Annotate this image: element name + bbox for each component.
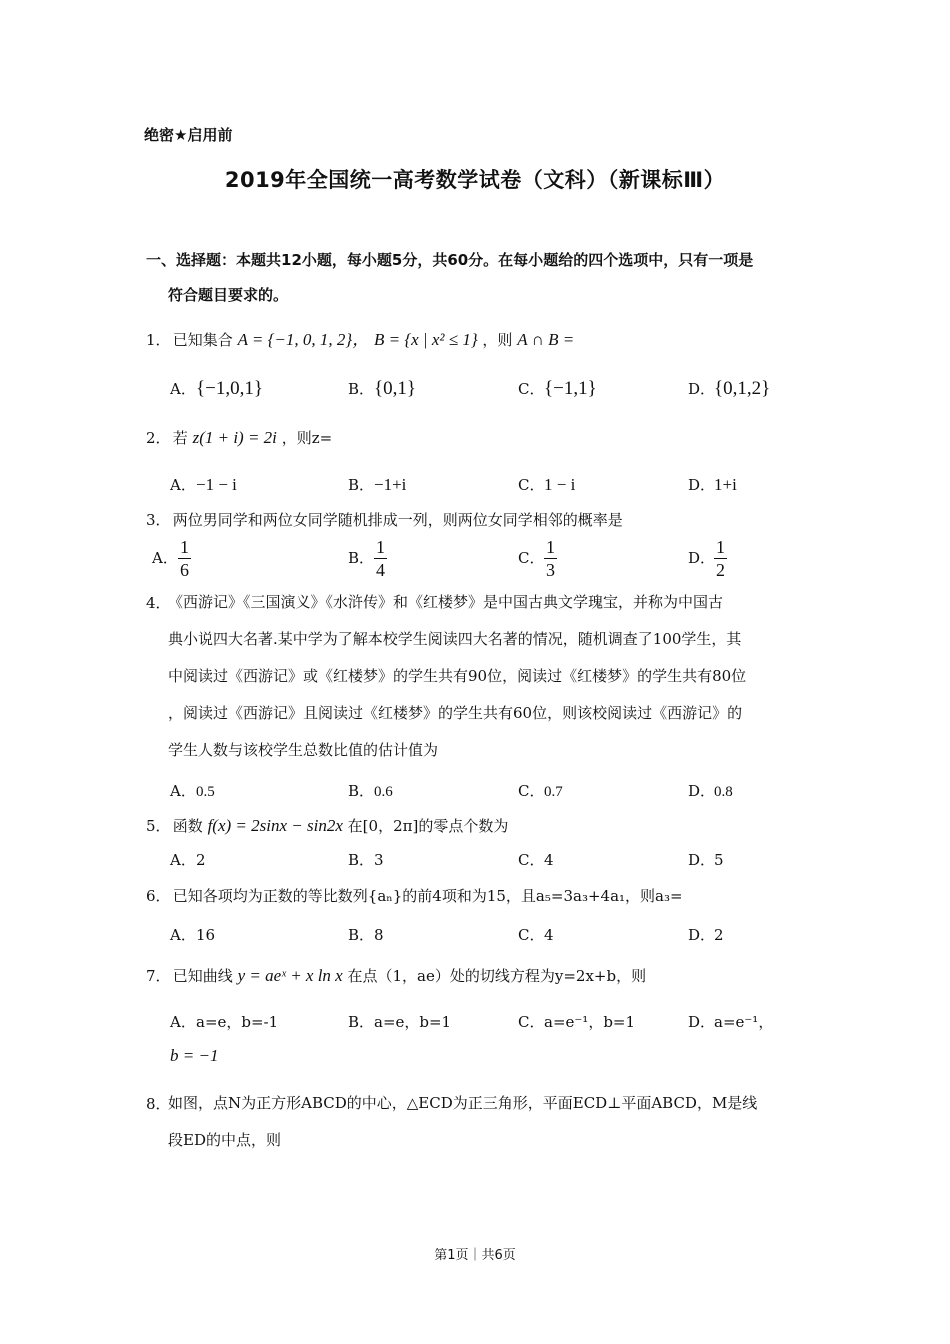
question-number: 8． bbox=[146, 1095, 171, 1113]
denominator: 3 bbox=[546, 560, 555, 580]
option-label: A． bbox=[170, 926, 196, 944]
q5-option-a bbox=[170, 849, 206, 870]
question-8-text bbox=[168, 1085, 818, 1159]
question-number: 4． bbox=[146, 594, 171, 612]
q6-option-c bbox=[518, 924, 554, 945]
question-2 bbox=[146, 428, 332, 448]
question-1 bbox=[146, 330, 574, 350]
question-expr: z(1 + i) = 2i bbox=[192, 428, 277, 447]
q7-option-d-continued bbox=[170, 1046, 218, 1066]
question-tail: 在点（1，ae）处的切线方程为y=2x+b，则 bbox=[347, 967, 647, 985]
option-value: 4 bbox=[544, 926, 554, 944]
option-value: {0,1,2} bbox=[714, 378, 771, 399]
q6-option-d bbox=[688, 924, 724, 945]
option-label: A． bbox=[170, 782, 196, 800]
option-value: 0.7 bbox=[544, 784, 563, 800]
option-label: C． bbox=[518, 782, 545, 800]
q5-option-c bbox=[518, 849, 554, 870]
q2-option-a bbox=[170, 474, 237, 495]
fraction bbox=[178, 536, 191, 581]
option-label: C． bbox=[518, 851, 545, 869]
question-7 bbox=[146, 966, 646, 986]
option-label: D． bbox=[688, 926, 716, 944]
q6-option-a bbox=[170, 924, 215, 945]
option-value: b = −1 bbox=[170, 1046, 219, 1065]
option-value: 3 bbox=[374, 851, 384, 869]
q2-option-d bbox=[688, 474, 737, 495]
option-value: 0.5 bbox=[196, 784, 215, 800]
option-value: 0.6 bbox=[374, 784, 393, 800]
question-4-text bbox=[168, 584, 818, 769]
option-value: {−1,0,1} bbox=[196, 378, 263, 399]
option-label: C． bbox=[518, 1013, 545, 1031]
option-label: D． bbox=[688, 548, 716, 567]
question-expr: f(x) = 2sinx − sin2x bbox=[207, 816, 343, 835]
q7-option-a bbox=[170, 1011, 278, 1032]
option-value: 0.8 bbox=[714, 784, 733, 800]
fraction bbox=[374, 536, 387, 581]
question-6 bbox=[146, 886, 683, 906]
q4-line-5: 学生人数与该校学生总数比值的估计值为 bbox=[168, 741, 439, 759]
question-text: 两位男同学和两位女同学随机排成一列，则两位女同学相邻的概率是 bbox=[172, 511, 623, 529]
fraction bbox=[544, 536, 557, 581]
option-label: B． bbox=[348, 380, 375, 398]
fraction bbox=[714, 536, 727, 581]
option-label: A． bbox=[170, 380, 196, 398]
question-8-number bbox=[146, 1094, 171, 1114]
option-value: −1 − i bbox=[196, 475, 237, 494]
q3-option-d bbox=[688, 536, 727, 581]
q4-option-a bbox=[170, 780, 215, 801]
q2-option-c bbox=[518, 474, 575, 495]
question-tail: ，则 bbox=[482, 331, 513, 349]
q4-option-b bbox=[348, 780, 393, 801]
q3-option-a bbox=[152, 536, 191, 581]
option-label: C． bbox=[518, 476, 545, 494]
option-label: B． bbox=[348, 476, 375, 494]
option-label: B． bbox=[348, 782, 375, 800]
numerator: 1 bbox=[180, 537, 189, 557]
option-value: {−1,1} bbox=[544, 378, 597, 399]
question-text: 已知各项均为正数的等比数列{aₙ}的前4项和为15，且a₅=3a₃+4a₁，则a₃= bbox=[172, 887, 683, 905]
option-label: A． bbox=[170, 476, 196, 494]
question-text: 已知集合 bbox=[172, 331, 233, 349]
numerator: 1 bbox=[716, 537, 725, 557]
denominator: 2 bbox=[716, 560, 725, 580]
option-value: {0,1} bbox=[374, 378, 416, 399]
section-line-1: 一、选择题：本题共12小题，每小题5分，共60分。在每小题给的四个选项中，只有一项是 bbox=[146, 251, 754, 269]
option-label: D． bbox=[688, 851, 716, 869]
q4-line-2: 典小说四大名著.某中学为了解本校学生阅读四大名著的情况，随机调查了100学生，其 bbox=[168, 630, 742, 648]
option-value: 5 bbox=[714, 851, 724, 869]
option-label: D． bbox=[688, 476, 716, 494]
option-value: a=e，b=1 bbox=[374, 1013, 452, 1031]
question-number: 5． bbox=[146, 817, 171, 835]
option-label: A． bbox=[152, 548, 178, 567]
option-label: B． bbox=[348, 926, 375, 944]
question-number: 6． bbox=[146, 887, 171, 905]
q1-option-d bbox=[688, 378, 770, 400]
q3-option-c bbox=[518, 536, 557, 581]
numerator: 1 bbox=[546, 537, 555, 557]
option-label: D． bbox=[688, 380, 716, 398]
question-number: 3． bbox=[146, 511, 171, 529]
q8-line-2: 段ED的中点，则 bbox=[168, 1131, 281, 1149]
option-label: B． bbox=[348, 548, 375, 567]
option-value: 1 − i bbox=[544, 475, 576, 494]
option-value: 2 bbox=[196, 851, 206, 869]
page-title: 2019年全国统一高考数学试卷（文科）（新课标Ⅲ） bbox=[224, 168, 726, 192]
option-value: a=e⁻¹， bbox=[714, 1013, 774, 1031]
question-tail: ，则z= bbox=[281, 429, 333, 447]
section-line-2: 符合题目要求的。 bbox=[168, 286, 289, 304]
denominator: 6 bbox=[180, 560, 189, 580]
q2-option-b bbox=[348, 474, 406, 495]
option-label: B． bbox=[348, 851, 375, 869]
secret-label: 绝密★启用前 bbox=[144, 126, 233, 144]
question-number: 1． bbox=[146, 331, 171, 349]
option-value: 8 bbox=[374, 926, 384, 944]
option-value: a=e⁻¹，b=1 bbox=[544, 1013, 636, 1031]
question-text: 若 bbox=[172, 429, 188, 447]
question-expr: A ∩ B = bbox=[517, 330, 575, 349]
q4-option-c bbox=[518, 780, 563, 801]
option-label: C． bbox=[518, 380, 545, 398]
page-footer: 第1页｜共6页 bbox=[434, 1248, 516, 1263]
question-tail: 在[0，2π]的零点个数为 bbox=[347, 817, 509, 835]
set-a: A = {−1, 0, 1, 2}， bbox=[237, 330, 370, 349]
question-text: 已知曲线 bbox=[172, 967, 233, 985]
q1-option-c bbox=[518, 378, 597, 400]
option-label: D． bbox=[688, 782, 716, 800]
numerator: 1 bbox=[376, 537, 385, 557]
q7-option-c bbox=[518, 1011, 635, 1032]
option-label: B． bbox=[348, 1013, 375, 1031]
q4-line-4: ，阅读过《西游记》且阅读过《红楼梦》的学生共有60位，则该校阅读过《西游记》的 bbox=[168, 704, 743, 722]
q7-option-b bbox=[348, 1011, 451, 1032]
q6-option-b bbox=[348, 924, 384, 945]
option-value: 4 bbox=[544, 851, 554, 869]
option-label: A． bbox=[170, 851, 196, 869]
question-number: 7． bbox=[146, 967, 171, 985]
option-value: 16 bbox=[196, 926, 216, 944]
option-value: 1+i bbox=[714, 475, 737, 494]
denominator: 4 bbox=[376, 560, 385, 580]
option-value: a=e，b=-1 bbox=[196, 1013, 279, 1031]
q7-option-d bbox=[688, 1011, 773, 1032]
question-expr: y = aeˣ + x ln x bbox=[237, 966, 343, 985]
question-3 bbox=[146, 510, 623, 530]
set-b: B = {x | x² ≤ 1} bbox=[373, 330, 478, 349]
q4-line-3: 中阅读过《西游记》或《红楼梦》的学生共有90位，阅读过《红楼梦》的学生共有80位 bbox=[168, 667, 747, 685]
question-text: 函数 bbox=[172, 817, 203, 835]
q8-line-1: 如图，点N为正方形ABCD的中心，△ECD为正三角形，平面ECD⊥平面ABCD，M是线 bbox=[168, 1094, 758, 1112]
question-5 bbox=[146, 816, 508, 836]
option-value: −1+i bbox=[374, 475, 407, 494]
option-label: C． bbox=[518, 926, 545, 944]
q5-option-b bbox=[348, 849, 384, 870]
q1-option-a bbox=[170, 378, 263, 400]
q1-option-b bbox=[348, 378, 416, 400]
question-number: 2． bbox=[146, 429, 171, 447]
option-value: 2 bbox=[714, 926, 724, 944]
question-4-number bbox=[146, 593, 171, 613]
option-label: D． bbox=[688, 1013, 716, 1031]
q5-option-d bbox=[688, 849, 724, 870]
q4-option-d bbox=[688, 780, 733, 801]
option-label: A． bbox=[170, 1013, 196, 1031]
section-heading bbox=[146, 243, 816, 313]
option-label: C． bbox=[518, 548, 545, 567]
q4-line-1: 《西游记》《三国演义》《水浒传》和《红楼梦》是中国古典文学瑰宝，并称为中国古 bbox=[168, 593, 724, 611]
q3-option-b bbox=[348, 536, 387, 581]
